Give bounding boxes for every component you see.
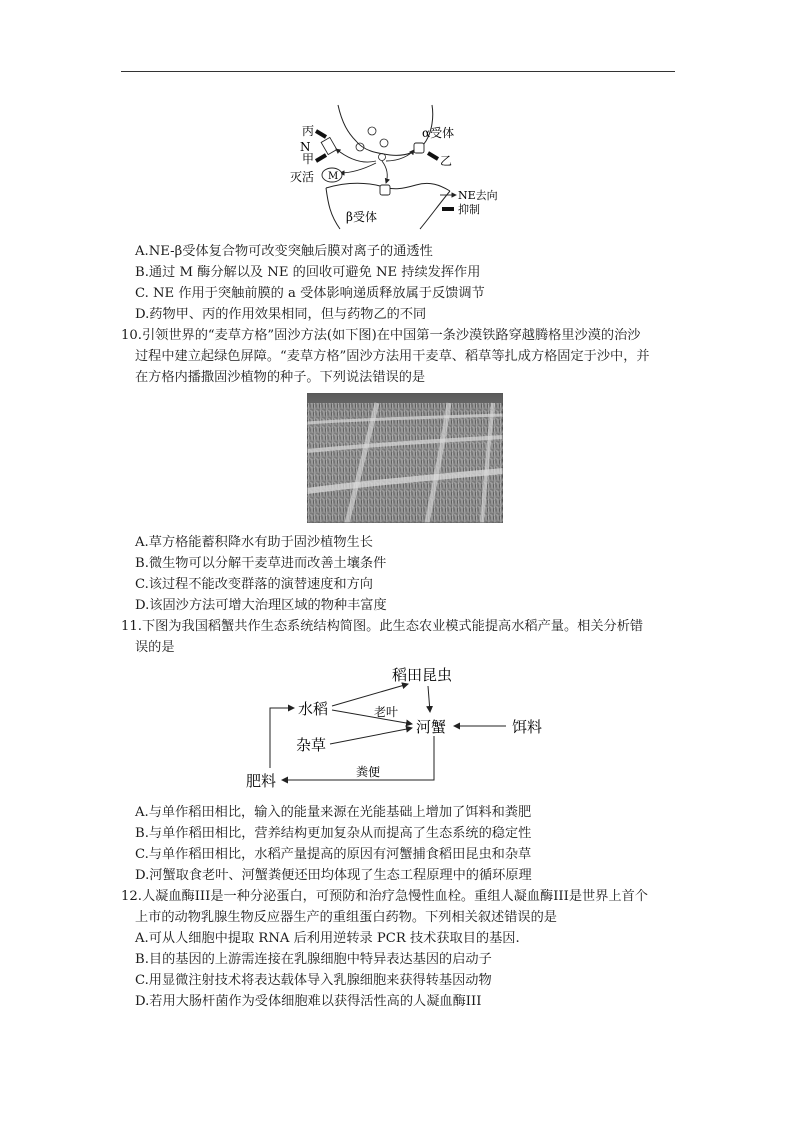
q12-option-d: D.若用大肠杆菌作为受体细胞难以获得活性高的人凝血酶III: [135, 994, 482, 1009]
q12-option-a: A.可从人细胞中提取 RNA 后利用逆转录 PCR 技术获取目的基因.: [135, 931, 520, 946]
q10-stem-1: 10.引领世界的“麦草方格”固沙方法(如下图)在中国第一条沙漠铁路穿越腾格里沙漠的治沙: [121, 328, 641, 343]
vesicle: [368, 127, 376, 135]
edge-label-old-leaf: 老叶: [374, 705, 399, 719]
q12-stem-1: 12.人凝血酶III是一种分泌蛋白，可预防和治疗急慢性血栓。重组人凝血酶III是世界上首个: [121, 889, 648, 904]
node-insect: 稻田昆虫: [392, 666, 453, 684]
label-alpha: α受体: [422, 126, 455, 140]
label-miehuo: 灭活: [290, 170, 315, 184]
label-bing: 丙: [302, 124, 315, 138]
q10-stem-2: 过程中建立起绿色屏障。“麦草方格”固沙方法用干麦草、稻草等扎成方格固定于沙中，并: [135, 349, 650, 364]
q9-option-b: B.通过 M 酶分解以及 NE 的回收可避免 NE 持续发挥作用: [135, 265, 481, 280]
node-feed: 饵料: [512, 718, 543, 736]
label-beta: β受体: [346, 210, 377, 224]
q10-option-b: B.微生物可以分解干麦草进而改善土壤条件: [135, 556, 387, 571]
q12-option-b: B.目的基因的上游需连接在乳腺细胞中特异表达基因的启动子: [135, 952, 492, 967]
q9-option-c: C. NE 作用于突触前膜的 a 受体影响递质释放属于反馈调节: [135, 286, 485, 301]
q10-option-d: D.该固沙方法可增大治理区域的物种丰富度: [135, 598, 387, 613]
legend-inhibit: 抑制: [458, 203, 480, 216]
node-crab: 河蟹: [416, 718, 447, 736]
header-rule: [121, 71, 675, 72]
q11-option-c: C.与单作稻田相比，水稻产量提高的原因有河蟹捕食稻田昆虫和杂草: [135, 847, 532, 862]
ne-transporter: [321, 137, 337, 154]
q9-option-d: D.药物甲、丙的作用效果相同，但与药物乙的不同: [135, 307, 427, 322]
node-rice: 水稻: [298, 700, 329, 718]
vesicle: [380, 139, 388, 147]
q9-option-a: A.NE-β受体复合物可改变突触后膜对离子的通透性: [135, 244, 433, 259]
q10-option-c: C.该过程不能改变群落的演替速度和方向: [135, 577, 373, 592]
edge-label-feces: 粪便: [356, 765, 381, 779]
q11-option-a: A.与单作稻田相比，输入的能量来源在光能基础上增加了饵料和粪肥: [135, 805, 532, 820]
inhibit-bing: [316, 131, 326, 137]
q10-option-a: A.草方格能蓄积降水有助于固沙植物生长: [135, 535, 373, 550]
label-n: N: [300, 140, 311, 154]
straw-checkerboard-photo: [307, 393, 503, 523]
q11-option-b: B.与单作稻田相比，营养结构更加复杂从而提高了生态系统的稳定性: [135, 826, 532, 841]
q11-option-d: D.河蟹取食老叶、河蟹粪便还田均体现了生态工程原理中的循环原理: [135, 868, 532, 883]
vesicle: [379, 154, 386, 161]
node-fertilizer: 肥料: [246, 772, 277, 790]
synapse-diagram: [290, 103, 520, 233]
q10-stem-3: 在方格内播撒固沙植物的种子。下列说法错误的是: [135, 370, 426, 385]
label-jia: 甲: [302, 152, 315, 166]
legend-ne-direction: NE去向: [458, 189, 498, 202]
m-label: M: [328, 171, 339, 182]
rice-crab-ecosystem-diagram: [240, 662, 560, 792]
q12-option-c: C.用显微注射技术将表达载体导入乳腺细胞来获得转基因动物: [135, 973, 492, 988]
q12-stem-2: 上市的动物乳腺生物反应器生产的重组蛋白药物。下列相关叙述错误的是: [135, 910, 557, 925]
inhibit-yi: [428, 153, 438, 159]
label-yi: 乙: [440, 154, 453, 168]
q11-stem-2: 误的是: [135, 640, 175, 655]
node-weed: 杂草: [296, 736, 327, 754]
beta-receptor: [380, 185, 390, 195]
alpha-receptor: [414, 143, 424, 153]
inhibit-jia: [316, 155, 326, 161]
q11-stem-1: 11.下图为我国稻蟹共作生态系统结构简图。此生态农业模式能提高水稻产量。相关分析错: [121, 619, 644, 634]
